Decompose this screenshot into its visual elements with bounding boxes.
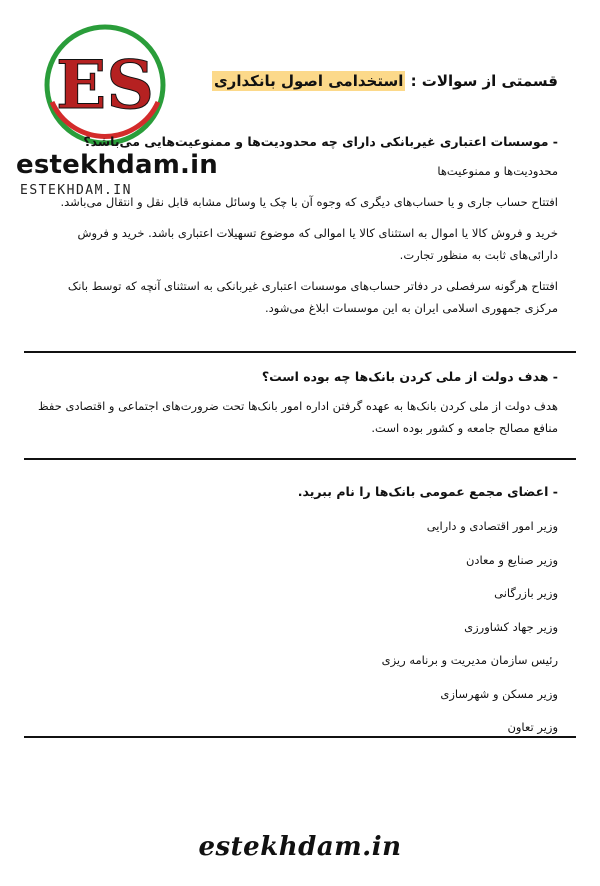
- answer-2: هدف دولت از ملی کردن بانک‌ها به عهده گرفتن اداره امور بانک‌ها تحت ضرورت‌های اجتماعی و اقتصادی حفظ منافع مصالح جامعه و کشور بوده است.: [38, 399, 558, 435]
- question-2: - هدف دولت از ملی کردن بانک‌ها چه بوده است؟: [261, 369, 558, 384]
- section-divider: [24, 458, 576, 460]
- title-prefix: قسمتی از سوالات :: [405, 72, 558, 90]
- list-item: وزیر جهاد کشاورزی: [464, 619, 558, 634]
- qa-section-3: [36, 482, 558, 751]
- answer-1-item: افتتاح هرگونه سرفصلی در دفاتر حساب‌های موسسات اعتباری غیربانکی به استثنای آنچه که توسط بانک مرکزی جمهوری اسلامی ایران به این موسسات ابلاغ می‌شود.: [67, 279, 558, 315]
- qa-section-1: [36, 132, 558, 328]
- section-divider: [24, 736, 576, 738]
- title-main: استخدامی اصول بانکداری: [213, 72, 404, 90]
- logo-letters: ES: [56, 46, 154, 124]
- list-item: وزیر صنایع و معادن: [465, 552, 558, 567]
- question-3: - اعضای مجمع عمومی بانک‌ها را نام ببرید.: [297, 484, 558, 499]
- list-item: وزیر مسکن و شهرسازی: [440, 686, 558, 701]
- list-item: رئیس سازمان مدیریت و برنامه ریزی: [381, 653, 558, 667]
- es-logo-icon: [42, 22, 168, 148]
- question-1: - موسسات اعتباری غیربانکی دارای چه محدودیت‌ها و ممنوعیت‌هایی می‌باشد؟: [83, 134, 558, 149]
- list-item: وزیر تعاون: [507, 720, 558, 734]
- answer-1-item: افتتاح حساب جاری و یا حساب‌های دیگری که وجوه آن با چک یا وسائل مشابه قابل نقل و انتقال می‌باشد.: [60, 195, 558, 209]
- answer-1-heading: محدودیت‌ها و ممنوعیت‌ها: [437, 164, 558, 178]
- answer-1-item: خرید و فروش کالا یا اموال به استثنای کالا یا اموالی که موضوع تسهیلات اعتباری باشد. خرید و فروش دارائی‌های ثابت به منظور تجارت.: [77, 226, 558, 262]
- qa-section-2: [36, 367, 558, 448]
- site-name: estekhdam.in: [16, 150, 218, 180]
- list-item: وزیر بازرگانی: [494, 586, 558, 600]
- site-name-upper: ESTEKHDAM.IN: [20, 183, 132, 198]
- list-item: وزیر امور اقتصادی و دارایی: [426, 519, 558, 533]
- page-title: [212, 72, 558, 90]
- section-divider: [24, 351, 576, 353]
- footer-site-name: estekhdam.in: [198, 832, 402, 862]
